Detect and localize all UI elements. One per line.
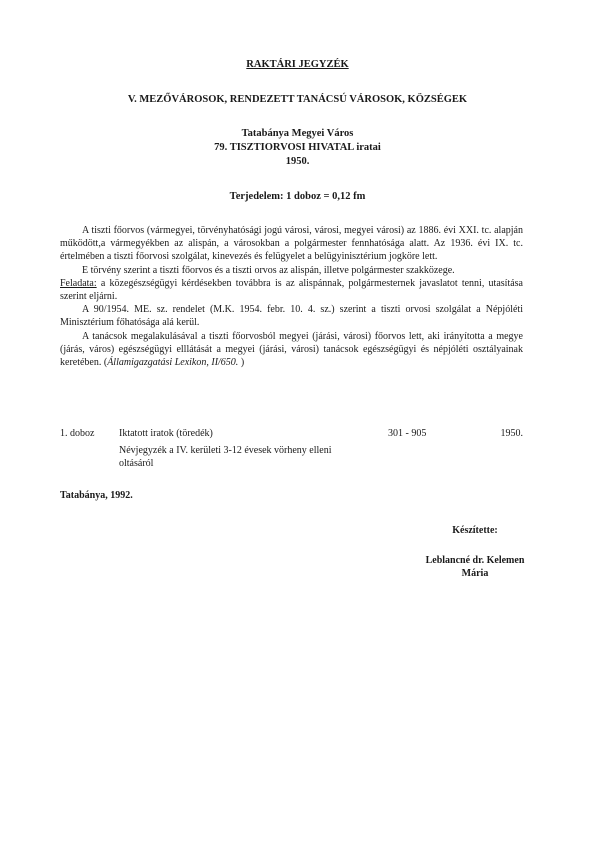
extent-line: Terjedelem: 1 doboz = 0,12 fm [229,191,366,202]
description-line-1: Iktatott iratok (töredék) [119,428,213,439]
paragraph-4: A 90/1954. ME. sz. rendelet (M.K. 1954. febr. 10. 4. sz.) szerint a tiszti orvosi szolgálat a Népjóléti Minisztérium főhatósága alá kerül. [60,304,523,329]
description-line-2: Névjegyzék a IV. kerületi 3-12 évesek vörheny elleni oltásáról [119,445,332,469]
paragraph-3 [60,277,523,303]
place-date: Tatabánya, 1992. [60,490,133,501]
organization-name: Tatabánya Megyei Város [241,128,354,139]
source-citation: Államigazgatási Lexikon, II/650. [107,357,239,369]
author-line-1: Leblancné dr. Kelemen [425,555,525,566]
paragraph-5-end: ) [238,357,245,369]
paragraph-5 [60,330,523,370]
box-number: 1. doboz [60,428,95,439]
paragraph-5-text: A tanácsok megalakulásával a tiszti főorvosból megyei (járási, városi) főorvos lett, aki irányította a megye (járás, város) egészségügyi elllátását a megyei (járási, városi) tanácsok egészségügyi és népjóléti osztályainak keretében. ( [60,330,523,369]
history-text [60,224,523,369]
task-text: a közegészségügyi kérdésekben továbbra is az alispánnak, polgármesternek javaslatot tenni, utasítása szerint eljárni. [60,277,523,303]
box-year: 1950. [500,428,523,439]
fond-title: 79. TISZTIORVOSI HIVATAL iratai [214,142,381,153]
task-label: Feladata: [60,277,97,289]
file-number-range: 301 - 905 [388,428,427,439]
author-name [395,554,555,580]
prepared-by-label: Készítette: [452,525,498,536]
paragraph-1: A tiszti főorvos (vármegyei, törvényhatósági jogú városi, városi, megyei városi) az 1886. évi XXI. tc. alapján működött,a vármegyékben az alispán, a városokban a polgármester fennhatósága alatt. Az 1936. évi IX. tc. értelmében a tiszti főorvosi szolgálat, kinevezés és felügyelet a belügyinisztérium jogköre lett. [60,225,523,263]
box-description [119,427,359,470]
document-subtitle: V. MEZŐVÁROSOK, RENDEZETT TANÁCSÚ VÁROSOK, KÖZSÉGEK [127,94,468,105]
author-line-2: Mária [461,568,489,579]
paragraph-2: E törvény szerint a tiszti főorvos és a tiszti orvos az alispán, illetve polgármester szakközege. [82,264,455,276]
document-title: RAKTÁRI JEGYZÉK [246,59,349,70]
fond-year: 1950. [285,156,310,167]
